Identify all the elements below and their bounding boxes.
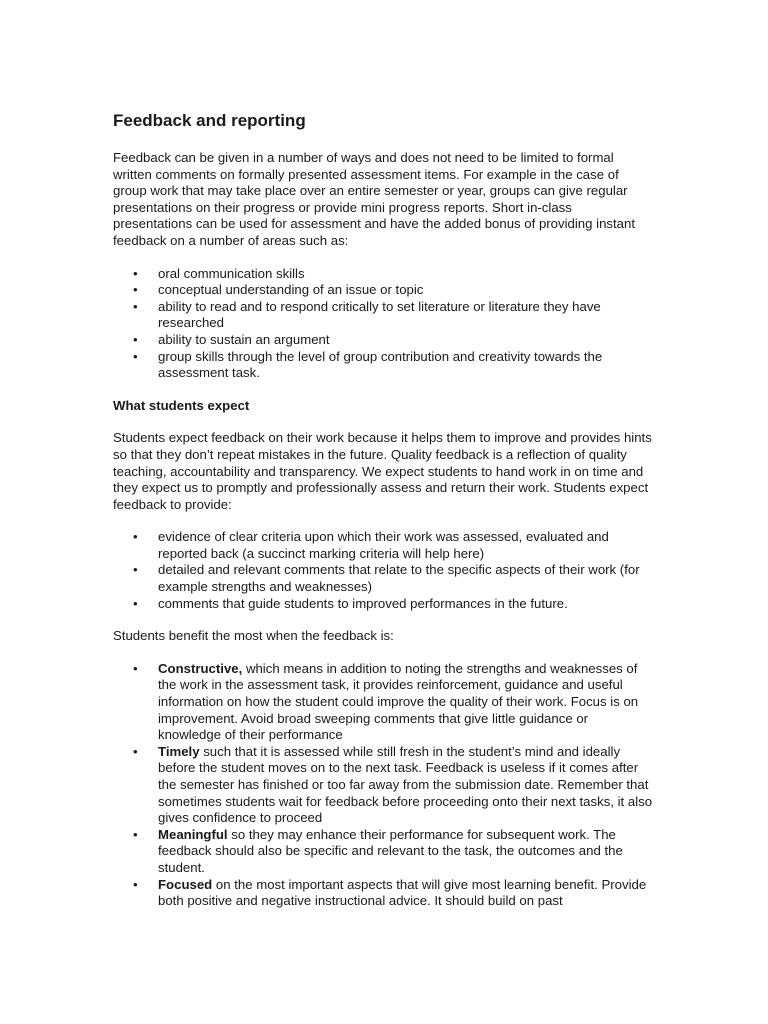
list-item-text: conceptual understanding of an issue or topic bbox=[158, 282, 424, 298]
list-item bbox=[113, 596, 653, 613]
list-item bbox=[113, 299, 653, 332]
bullet-icon: • bbox=[133, 595, 138, 611]
bullet-icon: • bbox=[133, 331, 138, 347]
feedback-areas-list bbox=[113, 266, 653, 382]
bullet-icon: • bbox=[133, 743, 138, 759]
document-page bbox=[113, 110, 653, 926]
bullet-icon: • bbox=[133, 876, 138, 892]
section-heading-what-students-expect: What students expect bbox=[113, 397, 250, 413]
list-item-text: on the most important aspects that will give most learning benefit. Provide both positive and negative instructional advice. It should build on past bbox=[158, 876, 647, 909]
list-item-lead: Focused bbox=[158, 876, 213, 892]
list-item-text: comments that guide students to improved performances in the future. bbox=[158, 595, 568, 611]
list-item bbox=[113, 266, 653, 283]
benefit-paragraph: Students benefit the most when the feedback is: bbox=[113, 628, 394, 644]
intro-paragraph: Feedback can be given in a number of ways and does not need to be limited to formal written comments on formally presented assessment items. For example in the case of group work that may take place over an entire semester or year, groups can give regular presentations on their progress or provide mini progress reports. Short in-class presentations can be used for assessment and have the added bonus of providing instant feedback on a number of areas such as: bbox=[113, 150, 635, 248]
list-item-lead: Meaningful bbox=[158, 826, 228, 842]
page-title: Feedback and reporting bbox=[113, 111, 306, 130]
bullet-icon: • bbox=[133, 660, 138, 676]
list-item-text: ability to sustain an argument bbox=[158, 331, 330, 347]
bullet-icon: • bbox=[133, 562, 138, 578]
list-item bbox=[113, 562, 653, 595]
list-item-lead: Constructive, bbox=[158, 660, 243, 676]
list-item-text: so they may enhance their performance for subsequent work. The feedback should also be specific and relevant to the task, the outcomes and the student. bbox=[158, 826, 623, 875]
list-item bbox=[113, 877, 653, 910]
bullet-icon: • bbox=[133, 826, 138, 842]
list-item bbox=[113, 661, 653, 744]
list-item-text: evidence of clear criteria upon which their work was assessed, evaluated and reported back (a succinct marking criteria will help here) bbox=[158, 529, 609, 561]
list-item bbox=[113, 349, 653, 382]
list-item-lead: Timely bbox=[158, 743, 200, 759]
bullet-icon: • bbox=[133, 265, 138, 281]
list-item bbox=[113, 332, 653, 349]
list-item-text: such that it is assessed while still fresh in the student’s mind and ideally before the student moves on to the next task. Feedback is useless if it comes after the semester has finished or too far away from the submission date. Remember that sometimes students wait for feedback before proceeding onto their next tasks, it also gives confidence to proceed bbox=[158, 743, 653, 826]
list-item bbox=[113, 529, 653, 562]
list-item-text: detailed and relevant comments that relate to the specific aspects of their work (for example strengths and weaknesses) bbox=[158, 562, 640, 595]
list-item-text: group skills through the level of group contribution and creativity towards the assessment task. bbox=[158, 348, 603, 381]
list-item-text: which means in addition to noting the strengths and weaknesses of the work in the assessment task, it provides reinforcement, guidance and useful information on how the student could improve the quality of their work. Focus is on improvement. Avoid broad sweeping comments that give little guidance or knowledge of their performance bbox=[158, 660, 639, 743]
list-item-text: ability to read and to respond critically to set literature or literature they have researched bbox=[158, 298, 601, 331]
bullet-icon: • bbox=[133, 529, 138, 545]
bullet-icon: • bbox=[133, 282, 138, 298]
list-item bbox=[113, 282, 653, 299]
bullet-icon: • bbox=[133, 298, 138, 314]
list-item bbox=[113, 827, 653, 877]
bullet-icon: • bbox=[133, 348, 138, 364]
expect-list bbox=[113, 529, 653, 612]
expect-paragraph: Students expect feedback on their work because it helps them to improve and provides hints so that they don’t repeat mistakes in the future. Quality feedback is a reflection of quality teaching, accountability and transparency. We expect students to hand work in on time and they expect us to promptly and professionally assess and return their work. Students expect feedback to provide: bbox=[113, 430, 652, 512]
list-item bbox=[113, 744, 653, 827]
benefit-list bbox=[113, 661, 653, 910]
list-item-text: oral communication skills bbox=[158, 265, 305, 281]
